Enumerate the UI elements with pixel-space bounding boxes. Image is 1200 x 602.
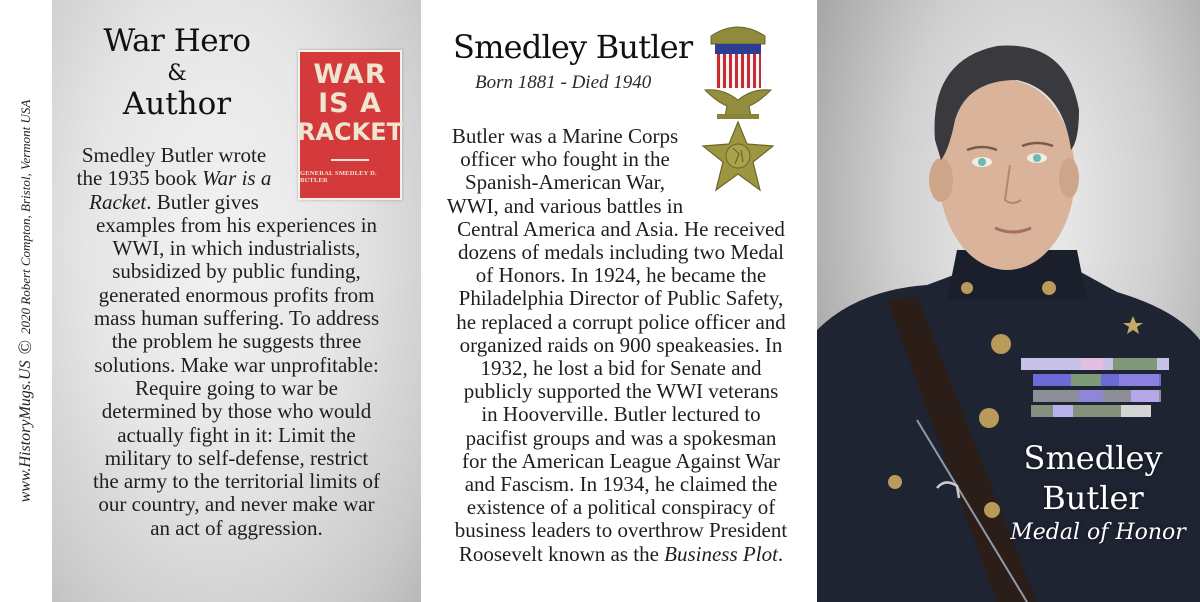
text-line: WWI, in which industrialists, — [112, 236, 361, 261]
text-line: officer who fought in the — [460, 147, 670, 172]
text-line: an act of aggression. — [150, 515, 323, 540]
text-line: the army to the territorial limits of — [93, 469, 380, 494]
text-line: WWI, and various battles in — [446, 193, 684, 218]
text-line: business leaders to overthrow President — [454, 518, 788, 543]
text-line: Roosevelt known as the Business Plot. — [458, 541, 784, 566]
heading-war-hero: War Hero — [103, 23, 251, 59]
portrait-caption — [998, 439, 1188, 545]
caption-subtitle: Medal of Honor — [1010, 520, 1186, 545]
text-line: subsidized by public funding, — [112, 259, 361, 284]
text-line: organized raids on 900 speakeasies. In — [459, 332, 783, 357]
heading-author: Author — [122, 86, 232, 122]
text-line: Central America and Asia. He received — [457, 216, 785, 241]
website-url: www.HistoryMugs.US — [17, 360, 34, 503]
copyright-owner: 2020 Robert Compton, Bristol, Vermont USA — [18, 99, 33, 334]
text-line: determined by those who would — [101, 399, 372, 424]
text-line: the problem he suggests three — [111, 329, 362, 354]
italic-title: War is a — [202, 166, 272, 191]
book-title-line: IS A — [318, 88, 382, 119]
left-panel — [52, 0, 421, 602]
book-title-line: RACKET — [296, 118, 404, 146]
text-line: 1932, he lost a bid for Senate and — [480, 356, 762, 381]
caption-first-name: Smedley — [1023, 439, 1163, 477]
text-line: existence of a political conspiracy of — [466, 495, 776, 520]
heading-ampersand: & — [167, 61, 187, 86]
text-line: Philadelphia Director of Public Safety, — [458, 286, 784, 311]
middle-panel — [421, 0, 817, 602]
text-line: Spanish-American War, — [464, 170, 666, 195]
life-dates: Born 1881 - Died 1940 — [475, 72, 652, 93]
text-line: of Honors. In 1924, he became the — [475, 263, 767, 288]
text-line: publicly supported the WWI veterans — [463, 379, 779, 404]
person-name: Smedley Butler — [453, 28, 693, 66]
text-line: Racket. Butler gives — [89, 189, 259, 214]
italic-title: Business Plot — [664, 541, 778, 566]
text-line: our country, and never make war — [98, 492, 375, 517]
text-line: in Hooverville. Butler lectured to — [481, 402, 761, 427]
text-line: the 1935 book War is a — [76, 166, 272, 191]
text-line: examples from his experiences in — [95, 212, 378, 237]
text-line: dozens of medals including two Medal — [457, 240, 784, 265]
text-line: solutions. Make war unprofitable: — [94, 352, 379, 377]
text-line: he replaced a corrupt police officer and — [456, 309, 786, 334]
text-line: actually fight in it: Limit the — [117, 422, 356, 447]
copyright-strip — [0, 0, 52, 602]
text-line: Require going to war be — [135, 375, 338, 400]
text-line: for the American League Against War — [461, 448, 781, 473]
text-line: Butler was a Marine Corps — [451, 124, 679, 148]
copyright-notice — [15, 100, 37, 503]
text-line: mass human suffering. To address — [93, 306, 380, 331]
italic-title: Racket — [89, 189, 147, 214]
text-line: military to self-defense, restrict — [104, 445, 369, 470]
book-author: GENERAL SMEDLEY D. BUTLER — [300, 170, 377, 184]
text-line: generated enormous profits from — [98, 282, 375, 307]
text-line: Smedley Butler wrote — [81, 143, 267, 167]
portrait-photo — [817, 0, 1200, 602]
caption-last-name: Butler — [1042, 479, 1144, 517]
left-heading — [72, 23, 282, 122]
text-line: pacifist groups and was a spokesman — [465, 425, 777, 450]
copyright-icon: © — [15, 339, 36, 355]
left-body-text — [60, 144, 413, 540]
biography-text — [435, 125, 807, 566]
text-line: and Fascism. In 1934, he claimed the — [464, 472, 778, 497]
book-title-line: WAR — [313, 59, 387, 90]
